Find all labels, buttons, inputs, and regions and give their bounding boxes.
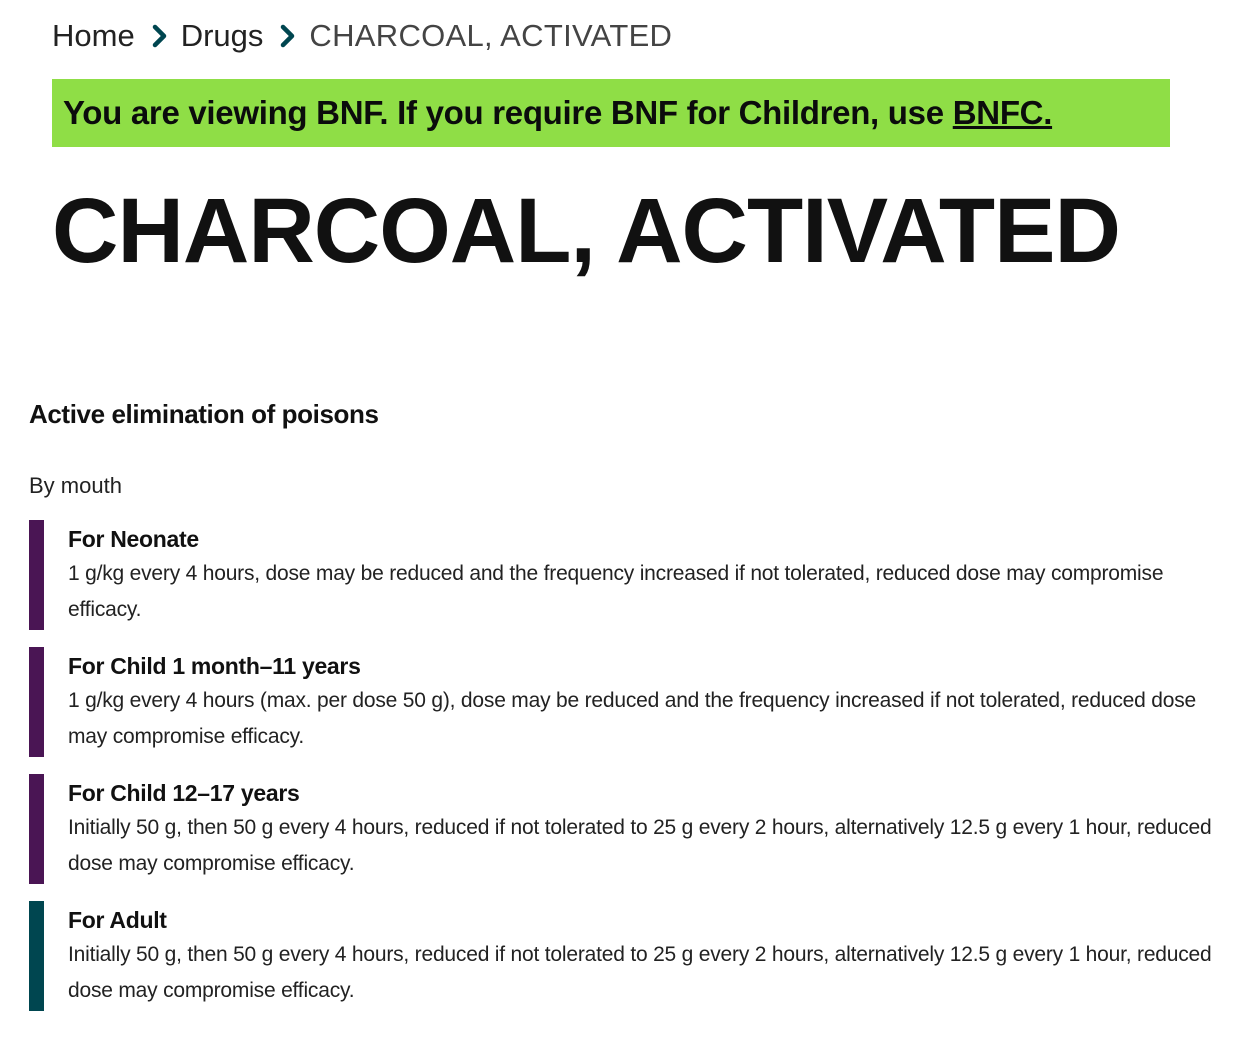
indication-title: Active elimination of poisons bbox=[29, 399, 379, 429]
chevron-right-icon bbox=[143, 14, 177, 58]
page-title: CHARCOAL, ACTIVATED bbox=[52, 180, 1120, 282]
breadcrumb-drugs-link[interactable]: Drugs bbox=[180, 18, 264, 53]
dose-instructions: Initially 50 g, then 50 g every 4 hours, reduced if not tolerated to 25 g every 2 hours, alternatively 12.5 g every 1 hour, reduced dose may compromise efficacy. bbox=[68, 943, 1212, 1002]
dose-list bbox=[29, 520, 1214, 1028]
dose-group-title: For Adult bbox=[68, 907, 167, 933]
breadcrumb-current: CHARCOAL, ACTIVATED bbox=[309, 18, 673, 53]
dose-group-title: For Neonate bbox=[68, 526, 199, 552]
dose-instructions: 1 g/kg every 4 hours (max. per dose 50 g), dose may be reduced and the frequency increased if not tolerated, reduced dose may compromise efficacy. bbox=[68, 689, 1196, 748]
dose-neonate bbox=[29, 520, 1214, 630]
notice-text: You are viewing BNF. If you require BNF for Children, use bbox=[63, 94, 944, 131]
breadcrumb-home-link[interactable]: Home bbox=[52, 18, 135, 53]
dose-group-title: For Child 12–17 years bbox=[68, 780, 300, 806]
dose-group-title: For Child 1 month–11 years bbox=[68, 653, 361, 679]
dose-child-12-17-years bbox=[29, 774, 1214, 884]
bnf-notice-banner bbox=[52, 79, 1170, 147]
chevron-right-icon bbox=[271, 14, 305, 58]
dose-child-1-month-11-years bbox=[29, 647, 1214, 757]
dose-instructions: 1 g/kg every 4 hours, dose may be reduced and the frequency increased if not tolerated, reduced dose may compromise efficacy. bbox=[68, 562, 1164, 621]
dose-adult bbox=[29, 901, 1214, 1011]
route-label: By mouth bbox=[29, 473, 122, 498]
dose-instructions: Initially 50 g, then 50 g every 4 hours, reduced if not tolerated to 25 g every 2 hours, alternatively 12.5 g every 1 hour, reduced dose may compromise efficacy. bbox=[68, 816, 1212, 875]
breadcrumb bbox=[52, 14, 672, 58]
bnfc-link[interactable]: BNFC. bbox=[952, 94, 1053, 131]
